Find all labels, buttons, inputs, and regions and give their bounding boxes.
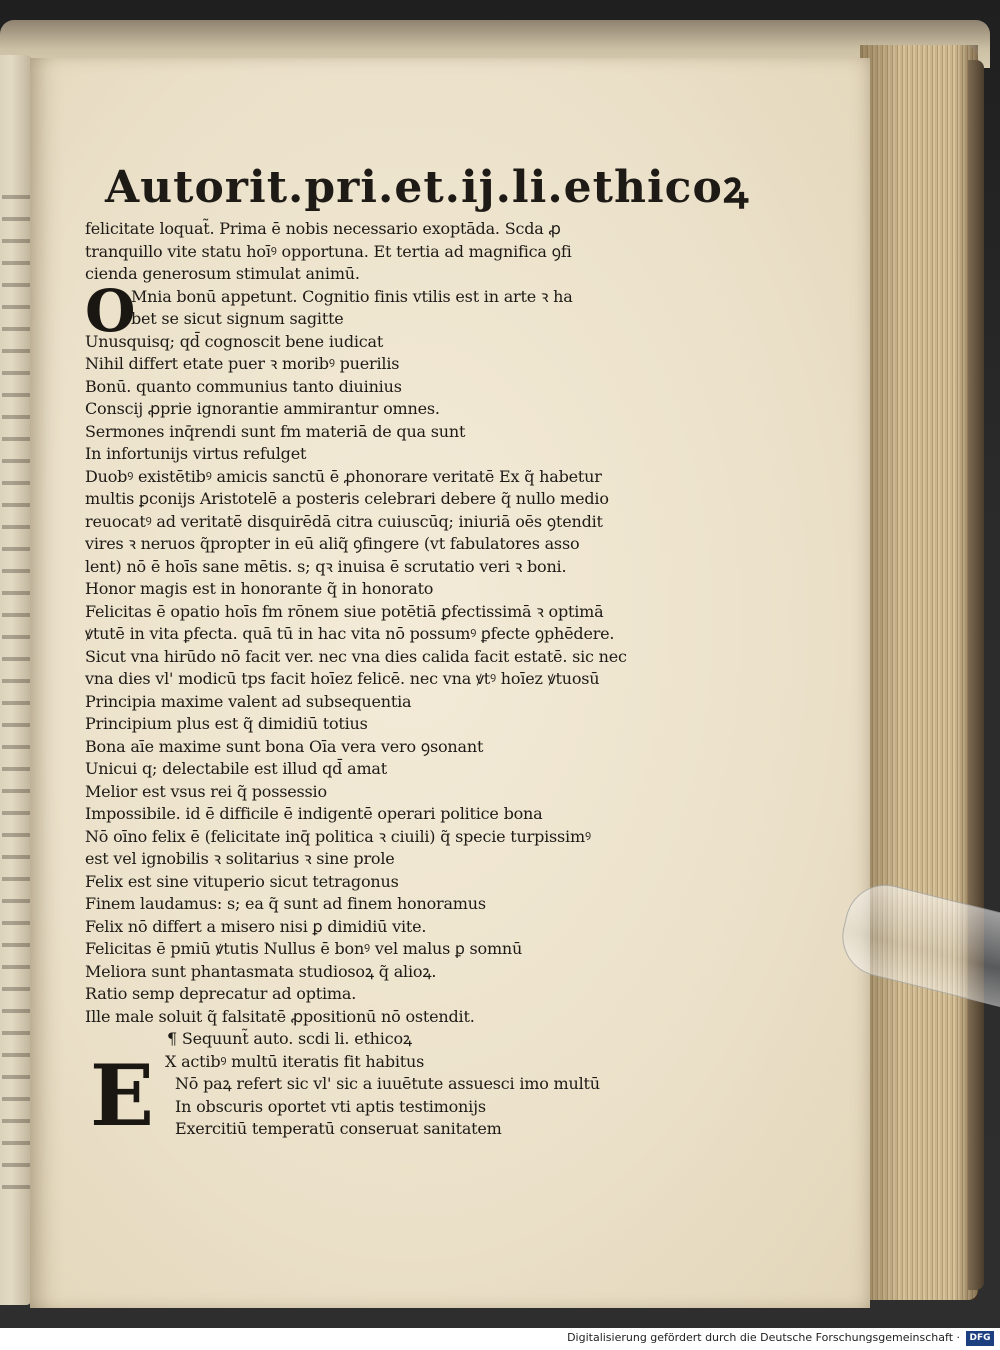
text-line: Ille male soluit q̃ falsitatē ꝓpositionū nō ostendit. [85, 1006, 475, 1026]
section-heading: ¶ Sequunt̃ auto. scdi li. ethicoꝝ [167, 1029, 412, 1048]
text-line: Honor magis est in honorante q̃ in honorato [85, 579, 434, 598]
text-line: Mnia bonū appetunt. Cognitio finis vtilis est in arte ꝛ ha [131, 286, 573, 306]
text-line: vires ꝛ neruos q̃propter in eū aliq̃ ꝯfingere (vt fabulatores asso [85, 534, 580, 553]
book-cover-edge [968, 60, 984, 1290]
text-line: Duobꝰ existētibꝰ amicis sanctū ē ꝓhonorare veritatē Ex q̃ habetur [85, 466, 602, 486]
text-line: multis ꝑconijs Aristotelē a posteris celebrari debere q̃ nullo medio [85, 489, 609, 508]
fore-edge-pages [860, 45, 978, 1300]
text-line: Melior est vsus rei q̃ possessio [85, 781, 327, 801]
footer-credit: Digitalisierung gefördert durch die Deutsche Forschungsgemeinschaft · [567, 1331, 960, 1344]
text-line: Ratio semp deprecatur ad optima. [85, 984, 357, 1003]
left-page-edge [0, 55, 32, 1305]
text-line: Sicut vna hirūdo nō facit ver. nec vna dies calida facit estatē. sic nec [85, 646, 627, 666]
text-line: bet se sicut signum sagitte [131, 309, 344, 328]
text-line: Bonū. quanto communius tanto diuinius [85, 376, 402, 396]
text-line: Unusquisq; qd̄ cognoscit bene iudicat [85, 331, 384, 351]
text-line: est vel ignobilis ꝛ solitarius ꝛ sine prole [85, 849, 395, 868]
text-line: In infortunijs virtus refulget [85, 444, 307, 463]
body-lines [85, 331, 655, 1029]
text-line: Felix est sine vituperio sicut tetragonus [85, 871, 399, 891]
text-line: Nō paꝝ refert sic vl' sic a iuuētute assuesci imo multū [175, 1074, 600, 1093]
text-line: Exercitiū temperatū conseruat sanitatem [175, 1119, 502, 1138]
text-line: Unicui q; delectabile est illud qd̄ amat [85, 759, 387, 778]
text-line: Principium plus est q̃ dimidiū totius [85, 714, 368, 733]
second-initial-block [85, 1045, 655, 1145]
text-line: Principia maxime valent ad subsequentia [85, 691, 412, 711]
text-line: Nō oīno felix ē (felicitate inq̄ politica ꝛ ciuili) q̃ specie turpissimꝰ [85, 826, 591, 846]
text-line: ꝟtutē in vita ꝑfecta. quā tū in hac vita nō possumꝰ ꝑfecte ꝯphēdere. [85, 624, 615, 643]
intro-line: cienda generosum stimulat animū. [85, 264, 360, 283]
text-line: Felicitas ē opatio hoīs fm rōnem siue potētiā ꝑfectissimā ꝛ optimā [85, 601, 604, 621]
text-line: reuocatꝰ ad veritatē disquirēdā citra cuiuscūq; iniuriā oēs ꝯtendit [85, 511, 603, 531]
text-line: Meliora sunt phantasmata studiosoꝝ q̃ alioꝝ. [85, 961, 437, 981]
text-line: Felicitas ē pmiū ꝟtutis Nullus ē bonꝰ vel malus ꝑ somnū [85, 939, 523, 958]
text-line: Bona aīe maxime sunt bona Oīa vera vero ꝯsonant [85, 736, 484, 756]
footer-bar [0, 1328, 1000, 1350]
text-line: X actibꝰ multū iteratis fit habitus [165, 1051, 425, 1071]
page-text-block [85, 160, 750, 1145]
decorated-initial-o: O [85, 276, 136, 345]
text-line: Impossibile. id ē difficile ē indigentē operari politice bona [85, 804, 543, 823]
text-line: Sermones inq̄rendi sunt fm materiā de qua sunt [85, 421, 466, 441]
page-title: Autorit.pri.et.ij.li.ethicoꝝ [105, 162, 750, 213]
text-line: lent) nō ē hoīs sane mētis. s; qꝛ inuisa ē scrutatio veri ꝛ boni. [85, 556, 567, 576]
left-page-text-bleed [2, 195, 32, 1195]
text-line: In obscuris oportet vti aptis testimonijs [175, 1096, 486, 1116]
text-line: Felix nō differt a misero nisi ꝑ dimidiū vite. [85, 916, 427, 936]
dfg-logo-icon: DFG [966, 1331, 994, 1346]
text-line: Conscij ꝓprie ignorantie ammirantur omnes. [85, 399, 440, 418]
text-line: Finem laudamus: s; ea q̃ sunt ad finem honoramus [85, 894, 486, 913]
text-line: Nihil differt etate puer ꝛ moribꝰ puerilis [85, 354, 400, 373]
decorated-initial-e: E [89, 1045, 155, 1145]
intro-line: felicitate loquat̃. Prima ē nobis necessario exoptāda. Scda ꝓ [85, 219, 561, 238]
text-line: vna dies vl' modicū tps facit hoīez felicē. nec vna ꝟtꝰ hoīez ꝟtuosū [85, 669, 600, 688]
intro-line: tranquillo vite statu hoīꝰ opportuna. Et tertia ad magnifica ꝯfi [85, 241, 572, 261]
fore-edge-shade [860, 45, 978, 1300]
